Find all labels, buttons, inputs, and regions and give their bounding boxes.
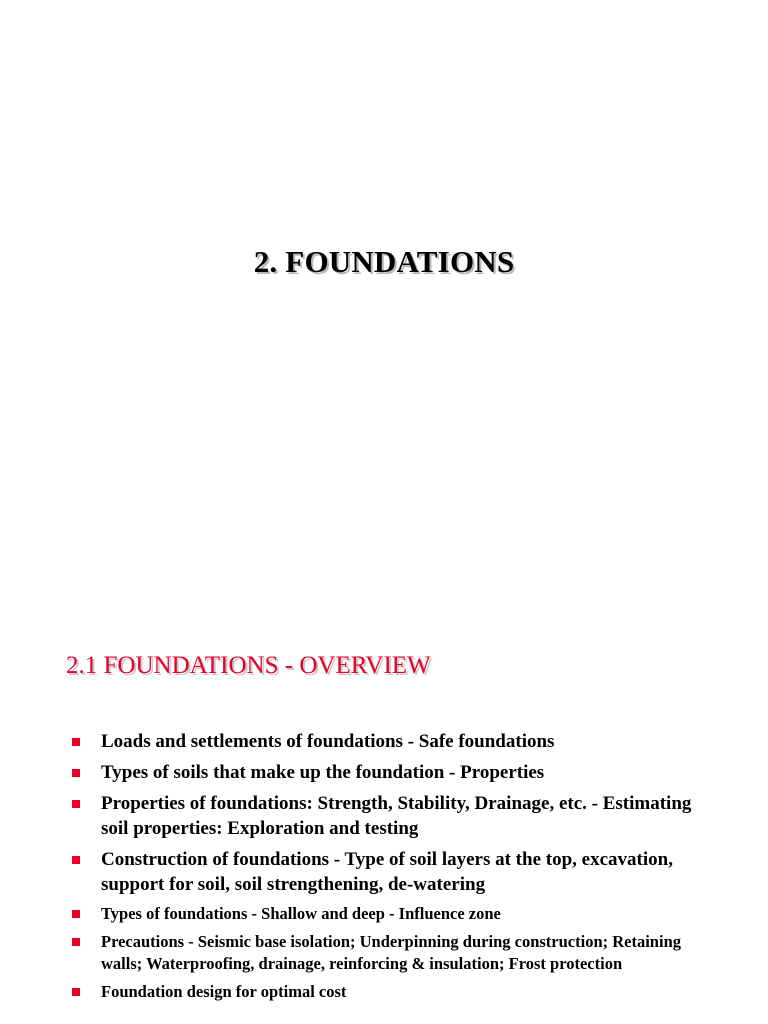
list-item (72, 760, 722, 785)
list-item-text: Types of soils that make up the foundation - Properties (101, 762, 545, 783)
list-item-text: Precautions - Seismic base isolation; Underpinning during construction; Retaining walls; Waterproofing, drainage, reinforcing & insulation; Frost protection (101, 932, 681, 973)
list-item-text: Properties of foundations: Strength, Stability, Drainage, etc. - Estimating soil properties: Exploration and testing (101, 793, 692, 839)
square-bullet-icon (72, 910, 80, 918)
list-item (72, 931, 722, 975)
list-item (72, 981, 722, 1003)
square-bullet-icon (72, 738, 80, 746)
page-title: 2. FOUNDATIONS (253, 244, 515, 279)
square-bullet-icon (72, 800, 80, 808)
square-bullet-icon (72, 856, 80, 864)
list-item-text: Loads and settlements of foundations - Safe foundations (101, 731, 555, 752)
square-bullet-icon (72, 938, 80, 946)
section-heading: 2.1 FOUNDATIONS - OVERVIEW (66, 652, 431, 679)
list-item-text: Types of foundations - Shallow and deep - Influence zone (101, 904, 501, 923)
list-item (72, 903, 722, 925)
list-item-text: Foundation design for optimal cost (101, 982, 347, 1001)
list-item-text: Construction of foundations - Type of soil layers at the top, excavation, support for soil, soil strengthening, de-watering (101, 849, 673, 895)
list-item (72, 791, 722, 841)
list-item (72, 847, 722, 897)
square-bullet-icon (72, 769, 80, 777)
square-bullet-icon (72, 988, 80, 996)
overview-bullet-list (72, 729, 722, 1009)
list-item (72, 729, 722, 754)
